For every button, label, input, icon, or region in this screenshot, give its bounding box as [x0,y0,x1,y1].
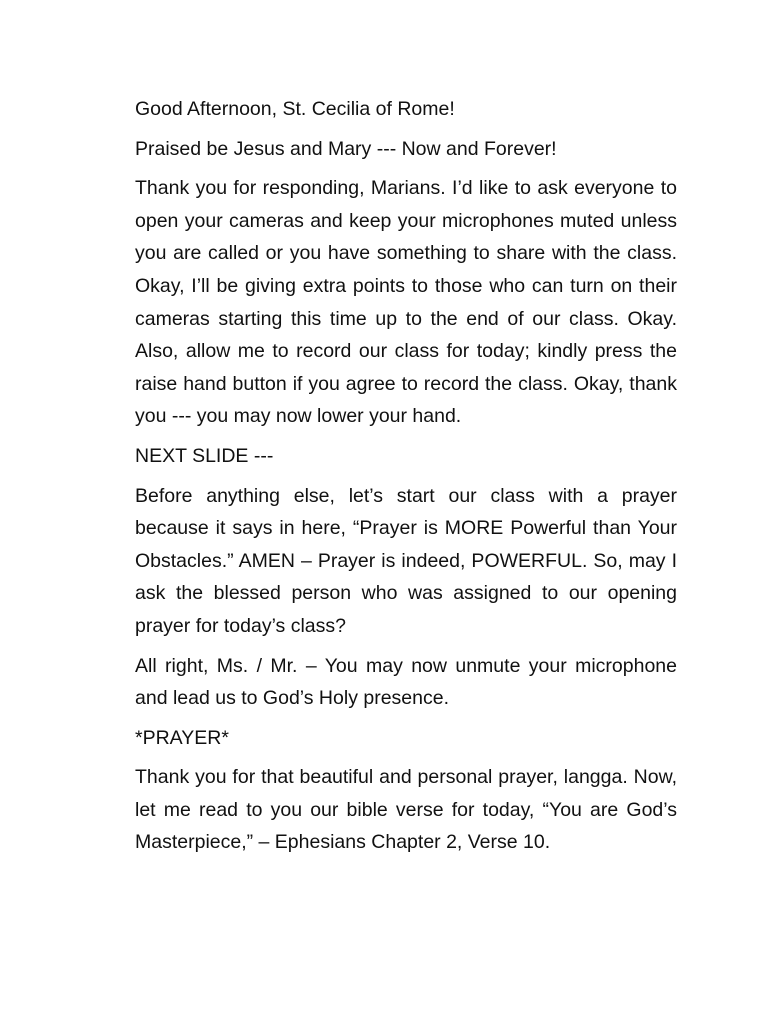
praise-paragraph: Praised be Jesus and Mary --- Now and Forever! [135,137,557,160]
prayer-lead-paragraph: All right, Ms. / Mr. – You may now unmute your microphone and lead us to God’s Holy presence. [135,654,677,710]
instructions-paragraph: Thank you for responding, Marians. I’d like to ask everyone to open your cameras and keep your microphones muted unless you are called or you have something to share with the class. Okay, I’ll be giving extra points to those who can turn on their cameras starting this time up to the end of our class. Okay. Also, allow me to record our class for today; kindly press the raise hand button if you agree to record the class. Okay, thank you --- you may now lower your hand. [135,177,677,428]
next-slide-paragraph: NEXT SLIDE --- [135,444,274,467]
prayer-marker-paragraph: *PRAYER* [135,726,229,749]
prayer-intro-paragraph: Before anything else, let’s start our class with a prayer because it says in here, “Prayer is MORE Powerful than Your Obstacles.” AMEN – Prayer is indeed, POWERFUL. So, may I ask the blessed person who was assigned to our opening prayer for today’s class? [135,484,677,637]
bible-verse-paragraph: Thank you for that beautiful and personal prayer, langga. Now, let me read to you our bible verse for today, “You are God’s Masterpiece,” – Ephesians Chapter 2, Verse 10. [135,766,677,854]
greeting-paragraph: Good Afternoon, St. Cecilia of Rome! [135,98,455,120]
document-body [135,93,677,866]
